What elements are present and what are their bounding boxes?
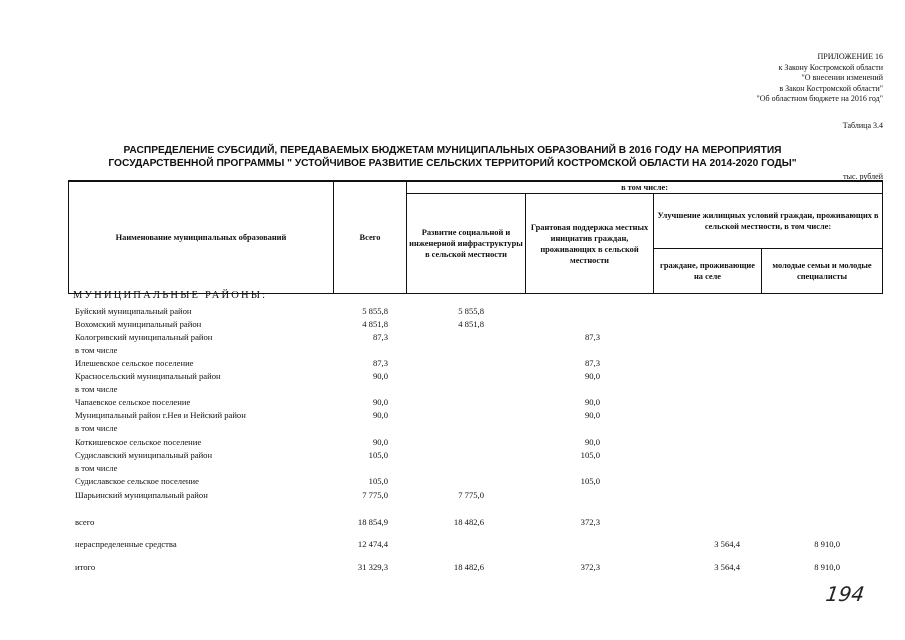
table-row	[0, 306, 905, 318]
row-name: Шарьинский муниципальный район	[75, 490, 208, 500]
header-grant: Грантовая поддержка местных инициатив граждан, проживающих в сельской местности	[526, 194, 654, 294]
row-total: 18 854,9	[357, 517, 388, 527]
table-row-total	[0, 517, 905, 529]
row-total: 90,0	[372, 437, 388, 447]
row-name: Судиславский муниципальный район	[75, 450, 213, 460]
annex-line: "Об областном бюджете на 2016 год"	[756, 94, 883, 103]
table-row	[0, 476, 905, 488]
row-total: 7 775,0	[362, 490, 388, 500]
table-row	[0, 332, 905, 344]
table-row	[0, 384, 905, 396]
row-total: 105,0	[368, 450, 388, 460]
table-row	[0, 463, 905, 475]
table-header	[68, 180, 883, 294]
row-grant: 87,3	[584, 332, 600, 342]
table-row	[0, 423, 905, 435]
table-row	[0, 490, 905, 502]
table-row	[0, 371, 905, 383]
header-young: молодые семьи и молодые специалисты	[762, 249, 883, 294]
row-name: Илешевское сельское поселение	[75, 358, 194, 368]
row-name: Муниципальный район г.Нея и Нейский район	[75, 410, 246, 420]
row-grant: 87,3	[584, 358, 600, 368]
annex-line: в Закон Костромской области"	[779, 83, 883, 93]
table-row	[0, 397, 905, 409]
row-name: в том числе	[75, 463, 118, 473]
row-development: 18 482,6	[453, 517, 484, 527]
row-citizens: 3 564,4	[714, 562, 740, 572]
row-young: 8 910,0	[814, 562, 840, 572]
annex-title: ПРИЛОЖЕНИЕ 16	[817, 52, 883, 61]
document-title	[0, 144, 905, 170]
header-development: Развитие социальной и инженерной инфраструктуры в сельской местности	[407, 194, 526, 294]
row-grant: 90,0	[584, 371, 600, 381]
row-total: 90,0	[372, 397, 388, 407]
row-name: всего	[75, 517, 95, 527]
table-row	[0, 437, 905, 449]
annex-line: к Закону Костромской области	[778, 62, 883, 72]
header-housing: Улучшение жилищных условий граждан, проживающих в сельской местности, в том числе:	[654, 194, 883, 249]
row-grant: 90,0	[584, 410, 600, 420]
row-total: 31 329,3	[357, 562, 388, 572]
table-row	[0, 319, 905, 331]
title-line: ГОСУДАРСТВЕННОЙ ПРОГРАММЫ " УСТОЙЧИВОЕ РАЗВИТИЕ СЕЛЬСКИХ ТЕРРИТОРИЙ КОСТРОМСКОЙ ОБЛАСТИ НА 2014-2020 ГОДЫ"	[108, 158, 797, 169]
row-total: 87,3	[372, 332, 388, 342]
table-row-grand-total	[0, 562, 905, 574]
row-name: Кологривский муниципальный район	[75, 332, 213, 342]
title-line: РАСПРЕДЕЛЕНИЕ СУБСИДИЙ, ПЕРЕДАВАЕМЫХ БЮДЖЕТАМ МУНИЦИПАЛЬНЫХ ОБРАЗОВАНИЙ В 2016 ГОДУ НА МЕРОПРИЯТИЯ	[123, 145, 782, 156]
row-total: 90,0	[372, 410, 388, 420]
row-development: 18 482,6	[453, 562, 484, 572]
annex-note	[756, 52, 883, 105]
row-grant: 105,0	[580, 450, 600, 460]
row-name: Чапаевское сельское поселение	[75, 397, 191, 407]
row-development: 4 851,8	[458, 319, 484, 329]
row-name: нераспределенные средства	[75, 539, 177, 549]
row-citizens: 3 564,4	[714, 539, 740, 549]
row-grant: 90,0	[584, 397, 600, 407]
row-total: 105,0	[368, 476, 388, 486]
handwritten-page-number: 194	[824, 582, 866, 606]
header-name: Наименование муниципальных образований	[69, 181, 334, 294]
row-total: 4 851,8	[362, 319, 388, 329]
annex-line: "О внесении изменений	[801, 73, 883, 82]
row-development: 5 855,8	[458, 306, 484, 316]
row-grant: 90,0	[584, 437, 600, 447]
table-row	[0, 410, 905, 422]
row-grant: 372,3	[580, 517, 600, 527]
row-total: 87,3	[372, 358, 388, 368]
table-row-unallocated	[0, 539, 905, 551]
row-name: итого	[75, 562, 96, 572]
row-development: 7 775,0	[458, 490, 484, 500]
table-row	[0, 450, 905, 462]
row-grant: 105,0	[580, 476, 600, 486]
row-name: Буйский муниципальный район	[75, 306, 192, 316]
row-name: в том числе	[75, 345, 118, 355]
row-name: Судиславское сельское поселение	[75, 476, 199, 486]
header-including: в том числе:	[407, 181, 883, 194]
units-label: тыс. рублей	[843, 172, 883, 181]
row-total: 12 474,4	[357, 539, 388, 549]
table-number: Таблица 3.4	[842, 121, 883, 130]
row-name: в том числе	[75, 423, 118, 433]
row-grant: 372,3	[580, 562, 600, 572]
header-total: Всего	[334, 181, 407, 294]
header-citizens: граждане, проживающие на селе	[654, 249, 762, 294]
table-row	[0, 345, 905, 357]
row-name: в том числе	[75, 384, 118, 394]
row-young: 8 910,0	[814, 539, 840, 549]
table-row	[0, 358, 905, 370]
row-name: Коткишевское сельское поселение	[75, 437, 202, 447]
row-name: Красносельский муниципальный район	[75, 371, 221, 381]
row-total: 5 855,8	[362, 306, 388, 316]
section-label: МУНИЦИПАЛЬНЫЕ РАЙОНЫ:	[73, 290, 268, 301]
row-total: 90,0	[372, 371, 388, 381]
row-name: Вохомский муниципальный район	[75, 319, 202, 329]
